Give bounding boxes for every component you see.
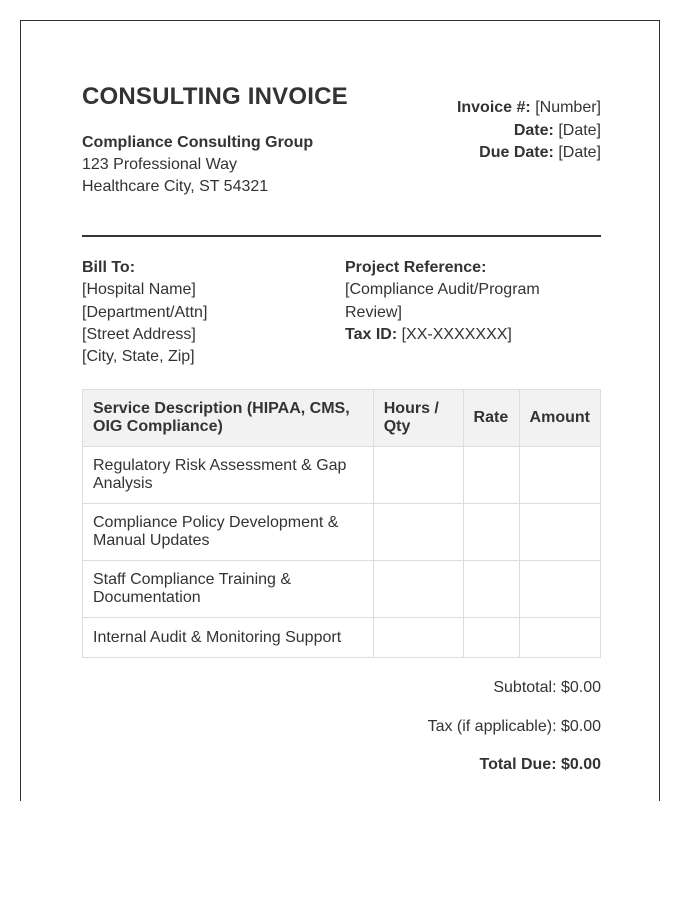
- header-rate: Rate: [463, 390, 519, 447]
- header-service-description: Service Description (HIPAA, CMS, OIG Compliance): [83, 390, 374, 447]
- hours-qty-cell: [373, 447, 463, 504]
- header-amount: Amount: [519, 390, 600, 447]
- header-hours-qty: Hours / Qty: [373, 390, 463, 447]
- invoice-date-label: Date:: [513, 121, 554, 139]
- invoice-meta: [457, 97, 601, 165]
- bill-to-hospital: [Hospital Name]: [82, 281, 196, 299]
- due-date-value: [Date]: [558, 144, 601, 161]
- tax-line: Tax (if applicable): $0.00: [427, 717, 601, 735]
- bill-to-street: [Street Address]: [82, 325, 196, 343]
- hours-qty-cell: [373, 561, 463, 618]
- service-description-cell: Regulatory Risk Assessment & Gap Analysis: [83, 447, 374, 504]
- invoice-page: [20, 20, 660, 801]
- bill-to-department: [Department/Attn]: [82, 303, 208, 321]
- company-name: Compliance Consulting Group: [82, 134, 314, 151]
- due-date-row: [457, 142, 601, 165]
- rate-cell: [463, 561, 519, 618]
- amount-cell: [519, 447, 600, 504]
- rate-cell: [463, 618, 519, 658]
- table-header-row: [83, 390, 601, 447]
- invoice-number-value: [Number]: [535, 99, 601, 116]
- totals-section: [428, 679, 601, 795]
- service-description-cell: Internal Audit & Monitoring Support: [83, 618, 374, 658]
- bill-to-section: [82, 257, 207, 368]
- tax-id-label: Tax ID:: [345, 325, 398, 343]
- table-row: [83, 618, 601, 658]
- bill-to-label: Bill To:: [82, 259, 136, 276]
- rate-cell: [463, 447, 519, 504]
- project-section: [345, 257, 601, 346]
- rate-cell: [463, 504, 519, 561]
- project-reference-label: Project Reference:: [345, 259, 487, 276]
- amount-cell: [519, 618, 600, 658]
- subtotal: Subtotal: $0.00: [493, 679, 601, 696]
- services-table: [82, 389, 601, 658]
- table-row: [83, 447, 601, 504]
- tax-id-row: [345, 324, 601, 346]
- service-description-cell: Compliance Policy Development & Manual Updates: [83, 504, 374, 561]
- invoice-date-value: [Date]: [558, 121, 601, 139]
- due-date-label: Due Date:: [479, 144, 554, 161]
- hours-qty-cell: [373, 618, 463, 658]
- service-description-cell: Staff Compliance Training & Documentation: [83, 561, 374, 618]
- company-address-line-2: Healthcare City, ST 54321: [82, 178, 269, 195]
- amount-cell: [519, 561, 600, 618]
- invoice-number-row: [457, 97, 601, 120]
- amount-cell: [519, 504, 600, 561]
- hours-qty-cell: [373, 504, 463, 561]
- invoice-date-row: [457, 120, 601, 143]
- company-info: [82, 132, 313, 198]
- tax-id-value: [XX-XXXXXXX]: [401, 325, 512, 343]
- table-row: [83, 504, 601, 561]
- table-row: [83, 561, 601, 618]
- total-due: Total Due: $0.00: [479, 756, 601, 773]
- invoice-number-label: Invoice #:: [456, 99, 531, 116]
- invoice-title: CONSULTING INVOICE: [82, 83, 348, 110]
- bill-to-city: [City, State, Zip]: [82, 348, 195, 366]
- company-address-line-1: 123 Professional Way: [82, 156, 238, 173]
- header-divider: [82, 235, 601, 237]
- project-reference-value: [Compliance Audit/Program Review]: [345, 281, 540, 321]
